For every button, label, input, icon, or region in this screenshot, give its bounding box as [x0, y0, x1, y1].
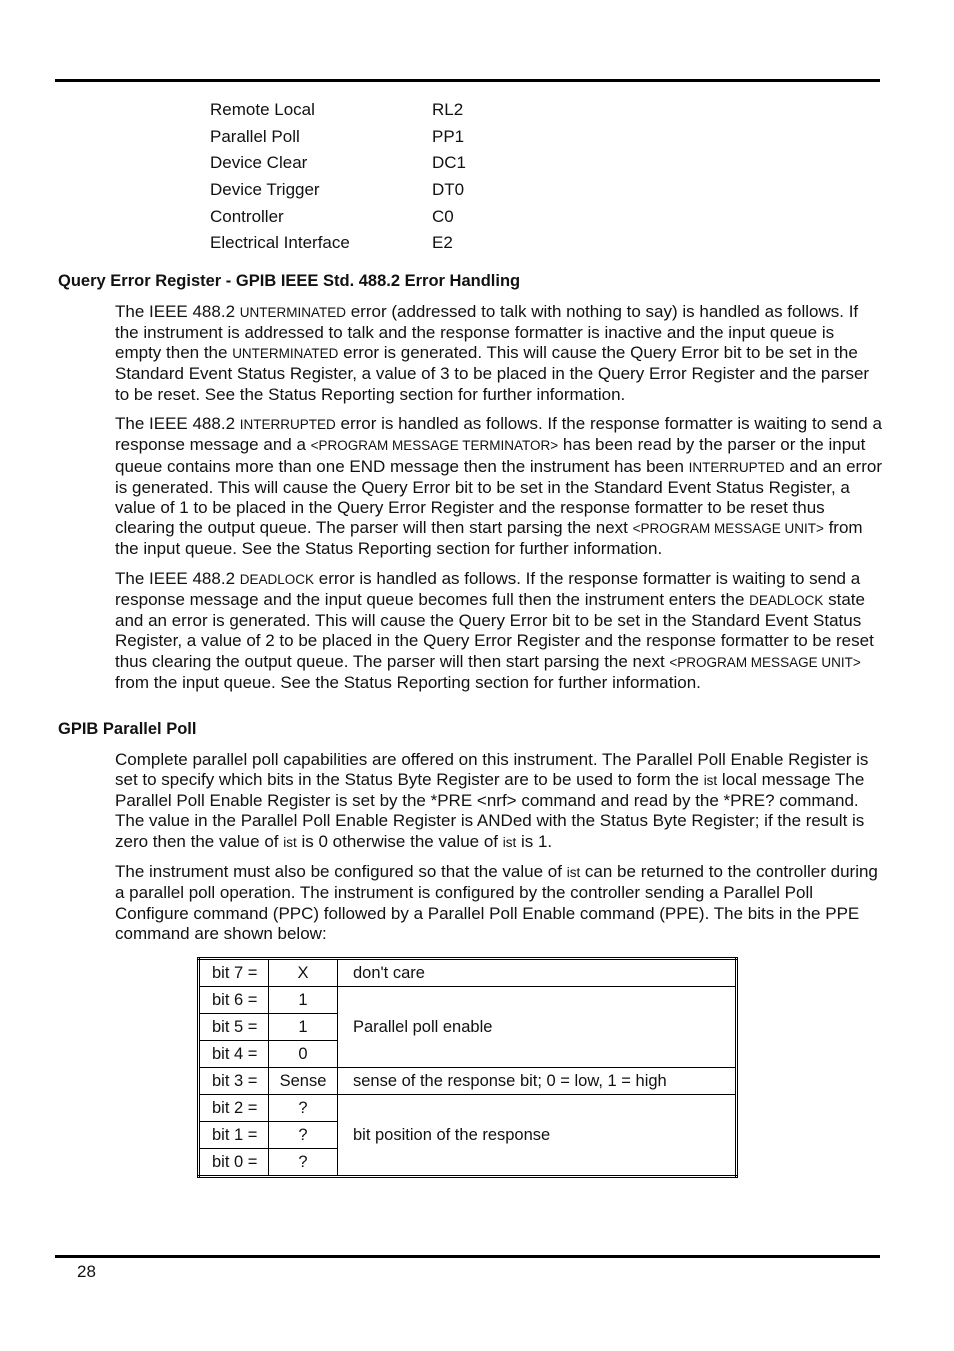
bit-value: ?: [269, 1095, 338, 1122]
capability-code: C0: [432, 206, 454, 226]
table-row: [199, 987, 737, 1014]
capability-row: [210, 97, 466, 124]
bit-value: ?: [269, 1122, 338, 1149]
deadlock-paragraph: [115, 569, 883, 693]
bit-label: bit 5 =: [199, 1014, 269, 1041]
header-rule: [55, 79, 880, 82]
text-run: error is handled as follows. If the response formatter is waiting to send a response message and the input queue becomes full then the instrument enters the: [115, 568, 861, 610]
capability-name: Device Clear: [210, 153, 308, 173]
capability-name: Device Trigger: [210, 180, 320, 200]
bit-value: ?: [269, 1149, 338, 1177]
table-row: [199, 1068, 737, 1095]
bit-label: bit 6 =: [199, 987, 269, 1014]
capability-code: PP1: [432, 126, 465, 146]
text-run: The IEEE 488.2: [115, 302, 240, 321]
text-run: Complete parallel poll capabilities are offered on this instrument. The Parallel Poll Enable Register is set to specify which bits in the Status Byte Register are to be used to form the: [115, 750, 869, 790]
small-caps-term: <PROGRAM MESSAGE UNIT>: [669, 654, 861, 670]
bit-label: bit 0 =: [199, 1149, 269, 1177]
parallel-poll-heading: GPIB Parallel Poll: [58, 720, 197, 738]
text-run: has been read by the parser or the input queue contains more than one END message then the instrument has been: [115, 435, 866, 476]
text-run: The IEEE 488.2: [115, 568, 240, 588]
text-run: error is generated. This will cause the Query Error bit to be set in the Standard Event Status Register, a value of 3 to be placed in the Query Error Register and the parser to be reset. See the Status Reporting section for further information.: [115, 343, 870, 404]
text-run: state and an error is generated. This will cause the Query Error bit to be set in the Standard Event Status Register, a value of 2 to be placed in the Query Error Register and the response formatter to be reset thus clearing the output queue. The parser will then start parsing the next: [115, 590, 874, 671]
capability-name: Remote Local: [210, 100, 315, 120]
parallel-poll-body: [115, 750, 883, 953]
interrupted-paragraph: [115, 414, 883, 559]
page-number: 28: [77, 1262, 96, 1281]
small-caps-term: <PROGRAM MESSAGE TERMINATOR>: [310, 438, 559, 454]
text-run: from the input queue. See the Status Reporting section for further information.: [115, 518, 863, 559]
bit-value: X: [269, 959, 338, 987]
small-caps-term: ist: [502, 834, 517, 850]
small-caps-term: INTERRUPTED: [239, 417, 336, 433]
parallel-poll-paragraph: [115, 750, 883, 853]
text-run: The instrument must also be configured so that the value of: [115, 862, 567, 882]
bit-label: bit 7 =: [199, 959, 269, 987]
capability-row: [210, 203, 466, 230]
ppe-bits-table: [197, 957, 738, 1178]
small-caps-term: <PROGRAM MESSAGE UNIT>: [632, 521, 824, 537]
small-caps-term: UNTERMINATED: [232, 346, 339, 362]
capability-code: DT0: [432, 180, 465, 200]
interface-capabilities-table: [210, 97, 466, 257]
bit-value: 1: [269, 987, 338, 1014]
small-caps-term: INTERRUPTED: [688, 459, 785, 475]
table-row: [199, 959, 737, 987]
text-run: is 0 otherwise the value of: [296, 831, 503, 851]
capability-code: RL2: [432, 100, 464, 120]
bit-description: Parallel poll enable: [338, 987, 737, 1068]
bit-description: don't care: [338, 959, 737, 987]
capability-name: Electrical Interface: [210, 233, 350, 253]
capability-row: [210, 124, 466, 151]
small-caps-term: ist: [283, 834, 297, 850]
capability-row: [210, 230, 466, 257]
small-caps-term: DEADLOCK: [239, 571, 315, 587]
bit-label: bit 1 =: [199, 1122, 269, 1149]
bit-label: bit 4 =: [199, 1041, 269, 1068]
capability-code: DC1: [432, 153, 467, 173]
query-error-body: [115, 302, 883, 702]
bit-value: Sense: [269, 1068, 338, 1095]
small-caps-term: ist: [703, 773, 718, 789]
capability-code: E2: [432, 233, 453, 253]
text-run: can be returned to the controller during a parallel poll operation. The instrument is configured by the controller sending a Parallel Poll Configure command (PPC) followed by a Parallel Poll Enable command (PPE). The bits in the PPE command are shown below:: [115, 862, 878, 943]
bit-value: 0: [269, 1041, 338, 1068]
text-run: error (addressed to talk with nothing to say) is handled as follows. If the instrument is addressed to talk and the response formatter is inactive and the input queue is empty then the: [115, 302, 859, 363]
text-run: The IEEE 488.2: [115, 414, 240, 434]
bit-description: bit position of the response: [338, 1095, 737, 1177]
text-run: from the input queue. See the Status Reporting section for further information.: [115, 672, 701, 692]
capability-row: [210, 150, 466, 177]
footer-rule: [55, 1255, 880, 1258]
bit-label: bit 3 =: [199, 1068, 269, 1095]
text-run: local message The Parallel Poll Enable Register is set by the *PRE <nrf> command and read by the *PRE? command. The value in the Parallel Poll Enable Register is ANDed with the Status Byte Register; if the result is zero then the value of: [115, 770, 865, 851]
small-caps-term: DEADLOCK: [749, 593, 824, 609]
text-run: and an error is generated. This will cause the Query Error bit to be set in the Standard Event Status Register, a value of 1 to be placed in the Query Error Register and the response formatter to be reset thus clearing the output queue. The parser will then start parsing the next: [115, 456, 882, 538]
bit-description: sense of the response bit; 0 = low, 1 = high: [338, 1068, 737, 1095]
capability-name: Controller: [210, 206, 284, 226]
unterminated-paragraph: [115, 302, 883, 405]
capability-row: [210, 177, 466, 204]
table-row: [199, 1095, 737, 1122]
ppe-configuration-paragraph: [115, 862, 883, 944]
bit-value: 1: [269, 1014, 338, 1041]
bit-label: bit 2 =: [199, 1095, 269, 1122]
small-caps-term: ist: [566, 865, 581, 881]
text-run: error is handled as follows. If the response formatter is waiting to send a response message and a: [115, 414, 882, 455]
capability-name: Parallel Poll: [210, 126, 300, 146]
text-run: is 1.: [516, 831, 553, 851]
query-error-heading: Query Error Register - GPIB IEEE Std. 488.2 Error Handling: [58, 272, 521, 290]
small-caps-term: UNTERMINATED: [239, 305, 346, 320]
